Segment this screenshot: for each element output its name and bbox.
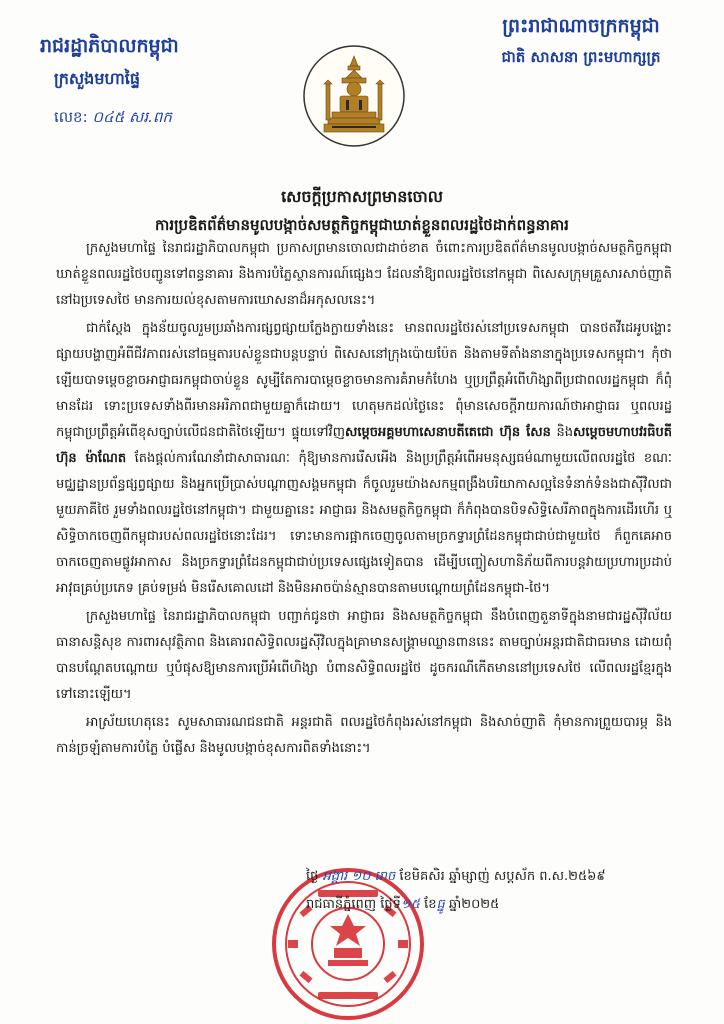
reference-label: លេខ: <box>54 108 88 126</box>
solar-date-month-label: ខែ <box>419 897 437 912</box>
kingdom-name: ព្រះរាជាណាចក្រកម្ពុជា <box>502 15 660 37</box>
paragraph-2-text-2: និង <box>550 425 573 440</box>
lunar-date-rest: ខែមិគសិរ ឆ្នាំម្សាញ់ សប្តស័ក ព.ស.២៥៦៩ <box>395 869 606 884</box>
paragraph-2-bold-name-1: សម្តេចអគ្គមហាសេនាបតីតេជោ ហ៊ុន សែន <box>345 425 551 440</box>
solar-date-day: ១៥ <box>400 897 420 912</box>
paragraph-2-text-3: តែងផ្តល់ការណែនាំជាសាធារណៈ កុំឱ្យមានការរើសអើង និងប្រព្រឹត្តអំពើអមនុស្សធម៌ណាមួយលើពលរដ្ឋថៃ ខណៈមជ្ឈដ្ឋានប្រព័ន្ធផ្សព្វផ្សាយ និងអ្នកប្រើប្រាស់បណ្តាញសង្គមកម្ពុជា ក៏ចូលរួមយ៉ាងសកម្មពង្រឹងបរិយាកាសល្អនៃទំនាក់ទំនងជាស៊ីវិលជាមួយភាគីថៃ រួមទាំងពលរដ្ឋថៃនៅកម្ពុជា។ ជាមួយគ្នានេះ អាជ្ញាធរ និងសមត្ថកិច្ចកម្ពុជា ក៏កំពុងបានបិទសិទ្ធិសេរីភាពក្នុងការដើរហើរ ឬសិទ្ធិចាកចេញពីកម្ពុជារបស់ពលរដ្ឋថៃនោះដែរ។ ទោះមានការផ្អាកចេញចូលតាមច្រកទ្វារព្រំដែនកម្ពុជាជាប់ជាមួយថៃ ក៏ពួកគេអាចចាកចេញតាមផ្លូវអាកាស និងច្រកទ្វារព្រំដែនកម្ពុជាជាប់ប្រទេសផ្សេងទៀតបាន ដើម្បីបញ្ចៀសហានិភ័យពីការបន្តវាយប្រហារប្រដាប់អាវុធគ្រប់ប្រភេទ គ្រប់ទម្រង់ មិនរើសគោលដៅ និងមិនអាចប៉ាន់ស្មានបានតាមបណ្តោយព្រំដែនកម្ពុជា-ថៃ។ <box>56 451 673 596</box>
title-line-1: សេចក្តីប្រកាសព្រមានចោល <box>281 187 443 206</box>
header-left <box>40 34 240 130</box>
national-motto: ជាតិ សាសនា ព្រះមហាក្សត្រ <box>501 48 661 66</box>
ministry-name: ក្រសួងមហាផ្ទៃ <box>54 69 141 88</box>
lunar-date <box>306 868 606 887</box>
solar-date <box>306 896 499 915</box>
reference-value: ០៤៥ សរ.ពក <box>92 108 172 126</box>
paragraph-2-text: ជាក់ស្តែង ក្នុងន័យចូលរួមប្រឆាំងការផ្សព្វផ្សាយក្លែងក្លាយទាំងនេះ មានពលរដ្ឋថៃរស់នៅប្រទេសកម្ពុជា បានថតវីដេអូបង្ហោះផ្សាយបង្ហាញអំពីជីវភាពរស់នៅធម្មតារបស់ខ្លួនជាបន្តបន្ទាប់ ពិសេសនៅក្រុងប៉ោយប៉ែត និងតាមទីតាំងនានាក្នុងប្រទេសកម្ពុជា។ កុំថាឡើយបាទម្តេចខ្លាចអាជ្ញាធរកម្ពុជាចាប់ខ្លួន សូម្បីតែការបាម្តេចខ្លាចមានការគំរាមកំហែង ឬប្រព្រឹត្តអំពើហិង្សាពីប្រជាពលរដ្ឋកម្ពុជា ក៏ពុំមានដែរ ទោះប្រទេសទាំងពីរមានអរិភាពជាមួយគ្នាក៏ដោយ។ ហេតុមកដល់ថ្ងៃនេះ ពុំមានសេចក្តីរាយការណ៍ថាអាជ្ញាធរ ឬពលរដ្ឋកម្ពុជាប្រព្រឹត្តអំពើខុសច្បាប់លើជនជាតិថៃឡើយ។ ផ្ទុយទៅវិញ <box>56 321 672 440</box>
solar-date-year: ឆ្នាំ២០២៥ <box>444 897 500 912</box>
lunar-date-handwritten: អង្គារ ១០ រោច <box>322 869 396 884</box>
reference-number <box>40 108 240 130</box>
solar-date-month: ធ្នូ <box>436 897 445 912</box>
document-title <box>0 186 724 238</box>
solar-date-prefix: រាជធានីភ្នំពេញ ថ្ងៃទី <box>306 897 401 912</box>
lunar-date-prefix: ថ្ងៃ <box>306 869 319 884</box>
title-line-2: ការប្រឌិតព័ត៌មានមូលបង្កាច់សមត្ថកិច្ចកម្ពុជាឃាត់ខ្លួនពលរដ្ឋថៃដាក់ពន្ធនាគារ <box>155 216 569 234</box>
government-name: រាជរដ្ឋាភិបាលកម្ពុជា <box>40 35 179 57</box>
paragraph-1: ក្រសួងមហាផ្ទៃ នៃរាជរដ្ឋាភិបាលកម្ពុជា ប្រកាសព្រមានចោលជាដាច់ខាត ចំពោះការប្រឌិតព័ត៌មានមូលបង្កាច់សមត្ថកិច្ចកម្ពុជាឃាត់ខ្លួនពលរដ្ឋថៃបញ្ជូនទៅពន្ធនាគារ និងការបំភ្លៃស្ថានការណ៍ផ្សេងៗ ដែលនាំឱ្យពលរដ្ឋថៃនៅកម្ពុជា ពិសេសក្រុមគ្រួសារសាច់ញាតិនៅឯប្រទេសថៃ មានការយល់ខុសតាមការឃោសនាដ៏អកុសលនេះ។ <box>56 241 672 308</box>
paragraph-2 <box>56 316 672 602</box>
paragraph-2-bold-name-2: សម្តេចមហាបវរធិបតី ហ៊ុន ម៉ាណែត <box>56 425 673 466</box>
royal-emblem-icon <box>302 44 406 148</box>
paragraph-3: ក្រសួងមហាផ្ទៃ នៃរាជរដ្ឋាភិបាលកម្ពុជា បញ្ជាក់ជូនថា អាជ្ញាធរ និងសមត្ថកិច្ចកម្ពុជា នឹងបំពេញតួនាទីក្នុងនាមជារដ្ឋស៊ីវិល័យ ធានាសន្តិសុខ ការពារសុវត្ថិភាព និងគោរពសិទ្ធិពលរដ្ឋស៊ីវិលក្នុងគ្រាមានសង្គ្រាមឈ្លានពាននេះ តាមច្បាប់អន្តរជាតិជាធរមាន ដោយពុំបានបណ្តែតបណ្តោយ ឬបំផុសឱ្យមានការប្រើអំពើហិង្សា បំពានសិទ្ធិពលរដ្ឋថៃ ដូចករណីកើតមាននៅប្រទេសថៃ លើពលរដ្ឋខ្មែរក្នុងទៅនោះឡើយ។ <box>56 609 672 702</box>
header-right <box>476 14 686 70</box>
document-body <box>56 236 672 762</box>
paragraph-4: អាស្រ័យហេតុនេះ សូមសាធារណជនជាតិ អន្តរជាតិ ពលរដ្ឋថៃកំពុងរស់នៅកម្ពុជា និងសាច់ញាតិ កុំមានការព្រួយបារម្ភ និងកាន់ច្រឡំតាមការបំភ្លៃ បំផ្លើស និងមូលបង្កាច់ខុសការពិតទាំងនោះ។ <box>56 715 672 756</box>
ministry-seal-icon <box>268 864 428 1024</box>
